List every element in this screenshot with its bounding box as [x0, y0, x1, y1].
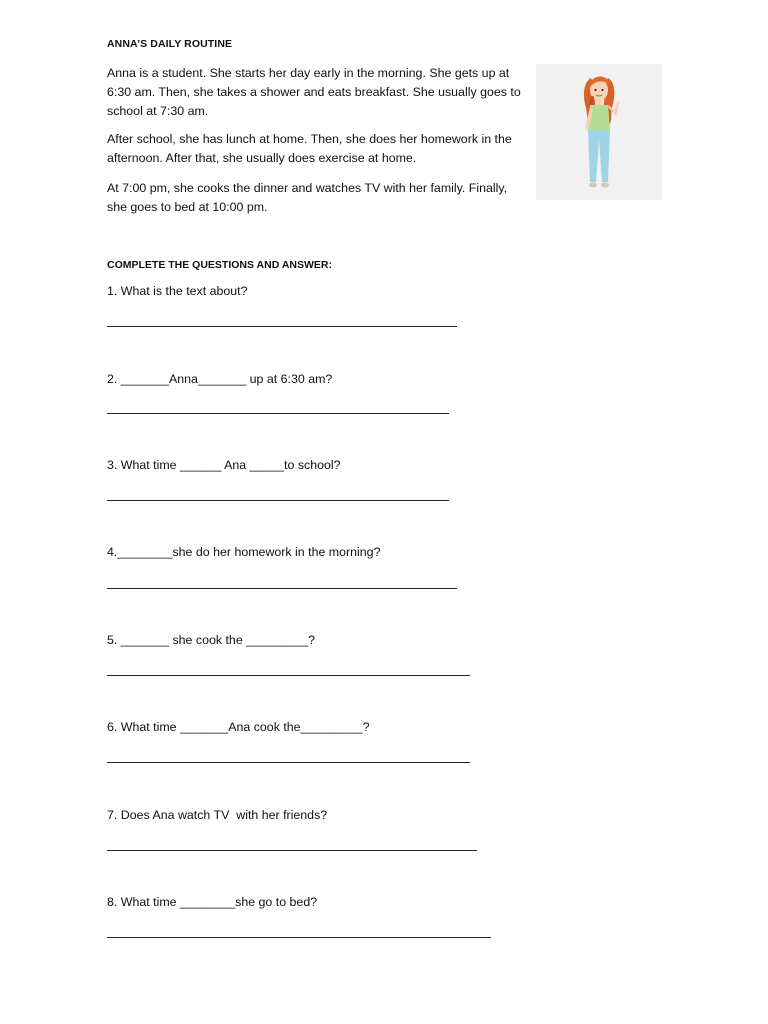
- question-7: 7. Does Ana watch TV with her friends?: [107, 808, 328, 822]
- answer-line-8[interactable]: [107, 937, 491, 938]
- answer-line-7[interactable]: [107, 850, 477, 851]
- reading-paragraph-3: At 7:00 pm, she cooks the dinner and watches TV with her family. Finally, she goes to bed at 10:00 pm.: [107, 181, 508, 214]
- question-6: 6. What time _______Ana cook the_________?: [107, 720, 370, 734]
- question-8: 8. What time ________she go to bed?: [107, 895, 318, 909]
- answer-line-1[interactable]: [107, 326, 457, 327]
- instructions-heading: COMPLETE THE QUESTIONS AND ANSWER:: [107, 259, 332, 271]
- answer-line-3[interactable]: [107, 500, 449, 501]
- answer-line-5[interactable]: [107, 675, 470, 676]
- reading-paragraph-2: After school, she has lunch at home. Then, she does her homework in the afternoon. After that, she usually does exercise at home.: [107, 132, 512, 165]
- question-2: 2. _______Anna_______ up at 6:30 am?: [107, 372, 333, 386]
- answer-line-6[interactable]: [107, 762, 470, 763]
- question-1: 1. What is the text about?: [107, 284, 248, 298]
- reading-paragraph-1: Anna is a student. She starts her day early in the morning. She gets up at 6:30 am. Then, she takes a shower and eats breakfast. She usually goes to school at 7:30 am.: [107, 66, 521, 118]
- girl-cartoon-illustration: [536, 64, 662, 200]
- answer-line-2[interactable]: [107, 413, 449, 414]
- question-5: 5. _______ she cook the _________?: [107, 633, 316, 647]
- answer-line-4[interactable]: [107, 588, 457, 589]
- worksheet-title: ANNA’S DAILY ROUTINE: [107, 38, 233, 50]
- question-4: 4.________she do her homework in the morning?: [107, 545, 381, 559]
- question-3: 3. What time ______ Ana _____to school?: [107, 458, 341, 472]
